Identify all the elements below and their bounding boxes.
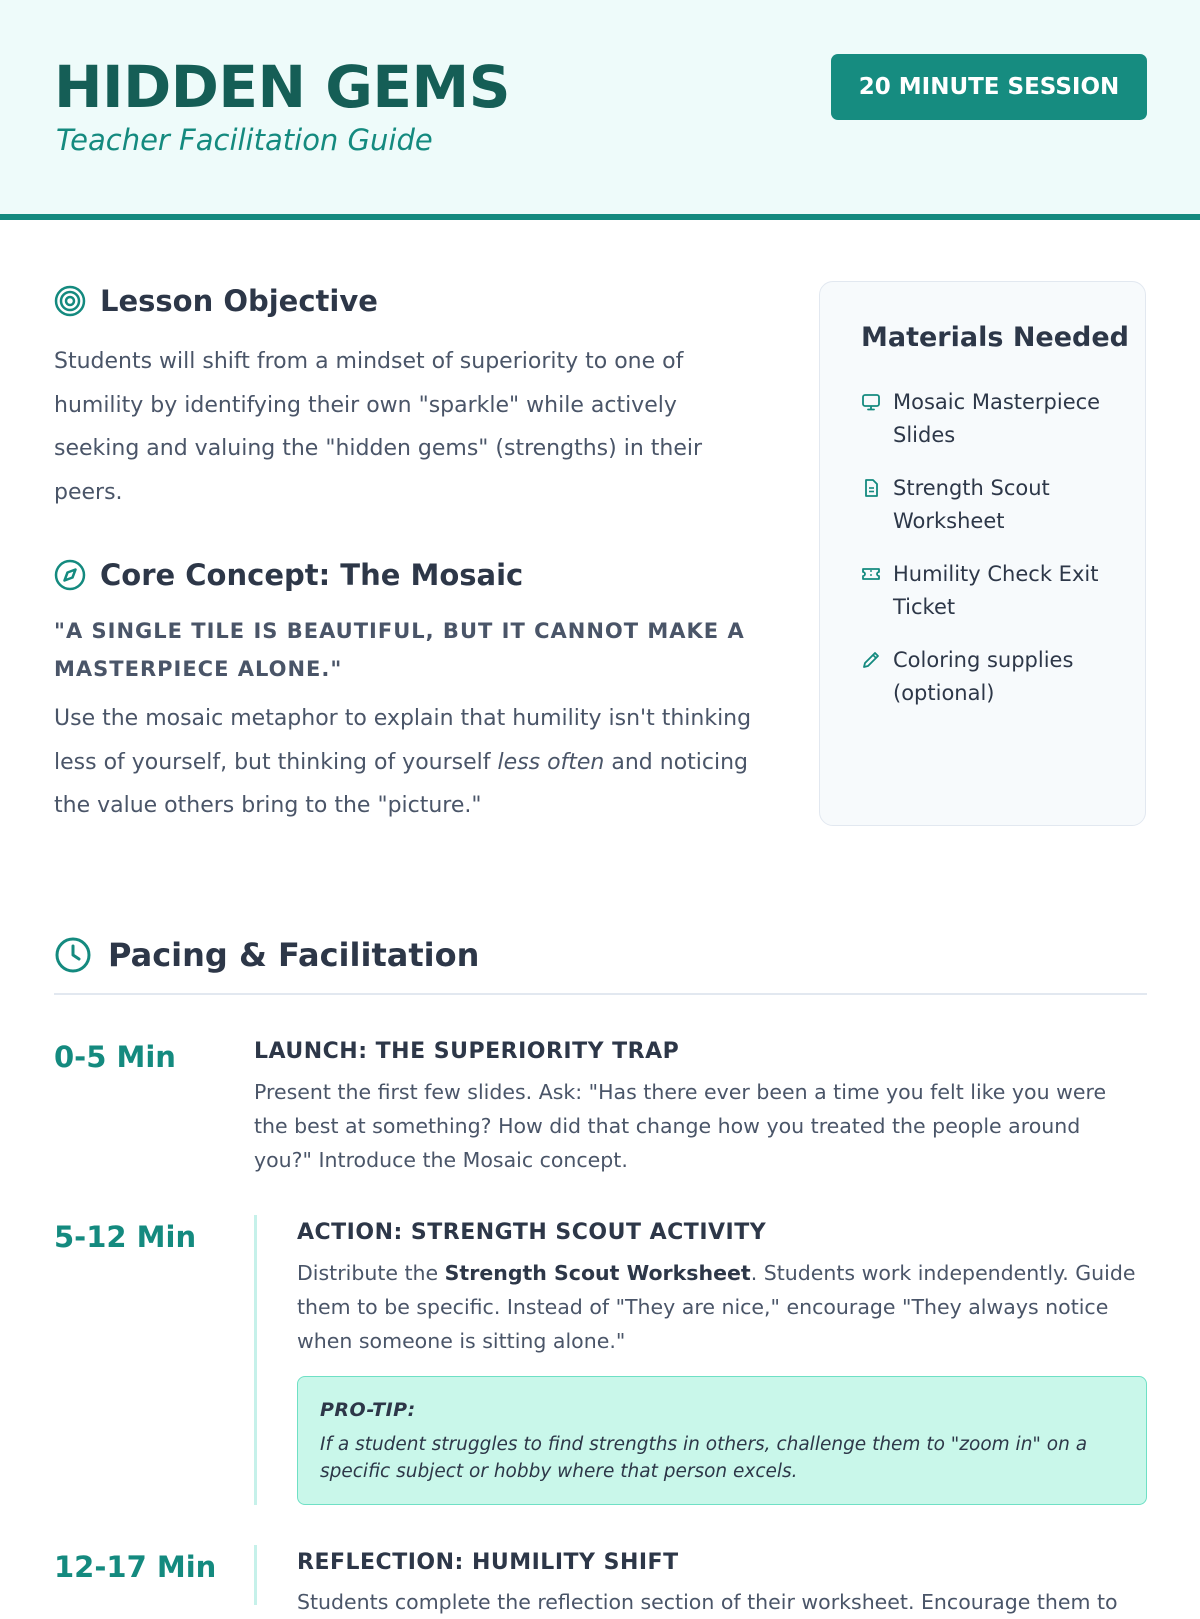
clock-icon: [54, 936, 92, 974]
page-subtitle: Teacher Facilitation Guide: [56, 123, 433, 157]
lesson-objective-heading: [54, 284, 378, 318]
list-item: [861, 644, 1121, 710]
lesson-objective-text: Students will shift from a mindset of superiority to one of humility by identifying their own "sparkle" while actively seeking and valuing the "hidden gems" (strengths) in their peers.: [54, 349, 703, 505]
compass-icon: [54, 559, 86, 591]
pacing-title: Pacing & Facilitation: [108, 936, 480, 974]
list-item: [861, 386, 1121, 452]
divider: [54, 993, 1147, 995]
pencil-icon: [861, 650, 881, 670]
core-text-emphasis: less often: [497, 749, 605, 775]
ticket-icon: [861, 564, 881, 584]
step-text-2-start: Distribute the: [297, 1261, 445, 1285]
material-label: Coloring supplies (optional): [893, 648, 1074, 705]
time-range-2: 5-12 Min: [54, 1220, 197, 1254]
pacing-heading: [54, 936, 479, 974]
core-text-start: Use the mosaic metaphor to explain that humility isn't thinking less of yourself, but thinking of yourself: [54, 706, 752, 775]
core-concept-title: Core Concept: The Mosaic: [100, 558, 524, 592]
timeline-line: [254, 1215, 257, 1505]
materials-panel: [819, 281, 1146, 826]
step-text-2-end: . Students work independently. Guide them to be specific. Instead of "They are nice," encourage "They always notice when someone is sitting alone.": [297, 1261, 1136, 1353]
document-icon: [861, 478, 881, 498]
session-length-badge: 20 MINUTE SESSION: [831, 54, 1147, 120]
lesson-objective-title: Lesson Objective: [100, 284, 378, 318]
page-title: HIDDEN GEMS: [54, 53, 510, 121]
step-title-3: REFLECTION: HUMILITY SHIFT: [297, 1550, 679, 1575]
step-title-1: LAUNCH: THE SUPERIORITY TRAP: [254, 1039, 680, 1064]
timeline-line: [254, 1545, 257, 1605]
time-range-1: 0-5 Min: [54, 1040, 176, 1074]
material-label: Strength Scout Worksheet: [893, 476, 1050, 533]
core-text-end: and noticing the value others bring to the "picture.": [54, 749, 749, 818]
materials-list: [861, 386, 1121, 730]
page-header: [0, 0, 1200, 220]
step-text-3: Students complete the reflection section of their worksheet. Encourage them to: [297, 1590, 1118, 1614]
time-range-3: 12-17 Min: [54, 1550, 217, 1584]
step-text-2: [297, 1256, 1137, 1358]
list-item: [861, 558, 1121, 624]
material-label: Humility Check Exit Ticket: [893, 562, 1099, 619]
list-item: [861, 472, 1121, 538]
target-icon: [54, 285, 86, 317]
pro-tip-label: PRO-TIP:: [320, 1399, 416, 1421]
core-concept-text: [54, 697, 784, 828]
step-text-2-bold: Strength Scout Worksheet: [444, 1261, 751, 1285]
core-concept-heading: [54, 558, 523, 592]
material-label: Mosaic Masterpiece Slides: [893, 390, 1101, 447]
step-text-1: Present the first few slides. Ask: "Has there ever been a time you felt like you were the best at something? How did that change how you treated the people around you?" Introduce the Mosaic concept.: [254, 1080, 1107, 1172]
materials-title: Materials Needed: [861, 322, 1130, 353]
pro-tip-callout: [297, 1376, 1147, 1505]
monitor-icon: [861, 392, 881, 412]
mosaic-quote: "A SINGLE TILE IS BEAUTIFUL, BUT IT CANNOT MAKE A MASTERPIECE ALONE.": [54, 619, 745, 681]
pro-tip-text: If a student struggles to find strengths in others, challenge them to "zoom in" on a specific subject or hobby where that person excels.: [320, 1434, 1088, 1482]
step-title-2: ACTION: STRENGTH SCOUT ACTIVITY: [297, 1220, 767, 1245]
